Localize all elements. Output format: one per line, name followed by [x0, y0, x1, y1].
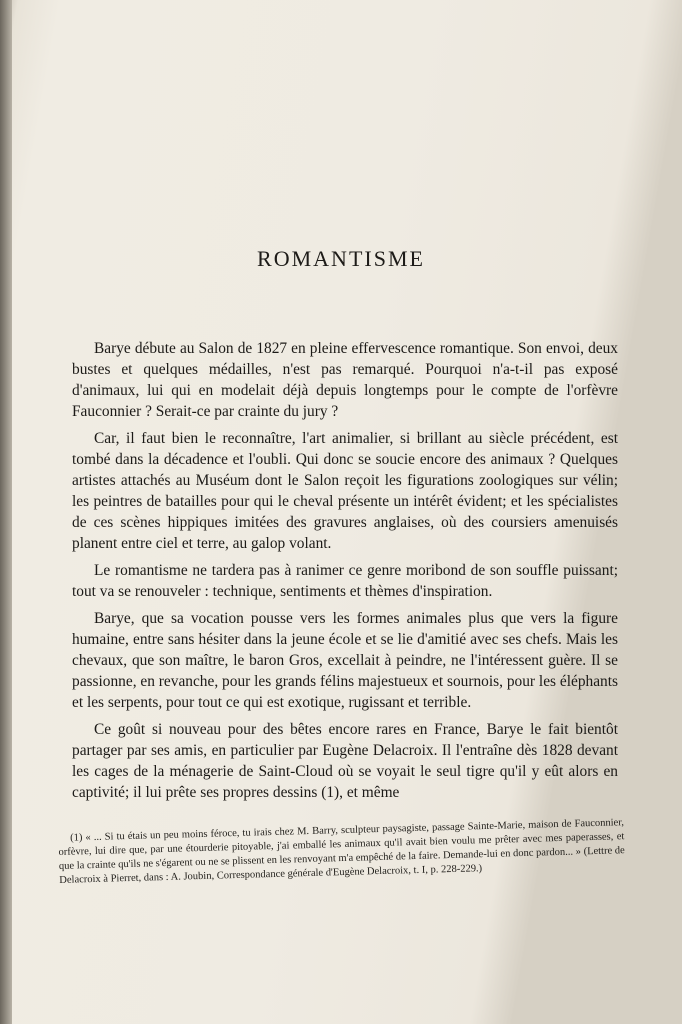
- chapter-title: ROMANTISME: [257, 246, 425, 271]
- book-gutter: [0, 0, 12, 1024]
- paragraph-3: Le romantisme ne tardera pas à ranimer ce genre moribond de son souffle puissant; tout va se renouveler : technique, sentiments et thèmes d'inspiration.: [72, 562, 618, 600]
- paragraph-1: Barye débute au Salon de 1827 en pleine effervescence romantique. Son envoi, deux bustes et quelques médailles, n'est pas remarqué. Pourquoi n'a-t-il pas exposé d'animaux, lui qui en modelait déjà depuis longtemps pour le compte de l'orfèvre Fauconnier ? Serait-ce par crainte du jury ?: [72, 340, 618, 420]
- footnote-1: (1) « ... Si tu étais un peu moins féroce, tu irais chez M. Barry, sculpteur paysagiste, passage Sainte-Marie, maison de Fauconnier, orfèvre, lui dire que, par une étourderie pitoyable, j'ai emballé les animaux qu'il avait bien voulu me prêter avec mes paperasses, et que la crainte qu'ils ne s'égarent ou ne se plissent en les renvoyant m'a empêché de la faire. Demande-lui en donc pardon... » (Lettre de Delacroix à Pierret, dans : A. Joubin, Correspondance générale d'Eugène Delacroix, t. I, p. 228-229.): [58, 817, 625, 886]
- paragraph-5: Ce goût si nouveau pour des bêtes encore rares en France, Barye le fait bientôt partager par ses amis, en particulier par Eugène Delacroix. Il l'entraîne dès 1828 devant les cages de la ménagerie de Saint-Cloud où se voyait le seul tigre qu'il y eût alors en captivité; il lui prête ses propres dessins (1), et même: [72, 721, 618, 801]
- paragraph-4: Barye, que sa vocation pousse vers les formes animales plus que vers la figure humaine, entre sans hésiter dans la jeune école et se lie d'amitié avec ses chefs. Mais les chevaux, que son maître, le baron Gros, excellait à peindre, ne l'intéressent guère. Il se passionne, en revanche, pour les grands félins majestueux et sournois, pour les éléphants et les serpents, pour tout ce qui est exotique, rugissant et terrible.: [72, 610, 618, 711]
- paragraph-2: Car, il faut bien le reconnaître, l'art animalier, si brillant au siècle précédent, est tombé dans la décadence et l'oubli. Qui donc se soucie encore des animaux ? Quelques artistes attachés au Muséum dont le Salon reçoit les figurations zoologiques sur vélin; les peintres de batailles pour qui le cheval présente un intérêt évident; et les spécialistes de ces scènes hippiques imitées des gravures anglaises, où des coursiers amenuisés planent entre ciel et terre, au galop volant.: [72, 430, 618, 552]
- footnote-block: [58, 816, 625, 888]
- body-text: [72, 338, 618, 809]
